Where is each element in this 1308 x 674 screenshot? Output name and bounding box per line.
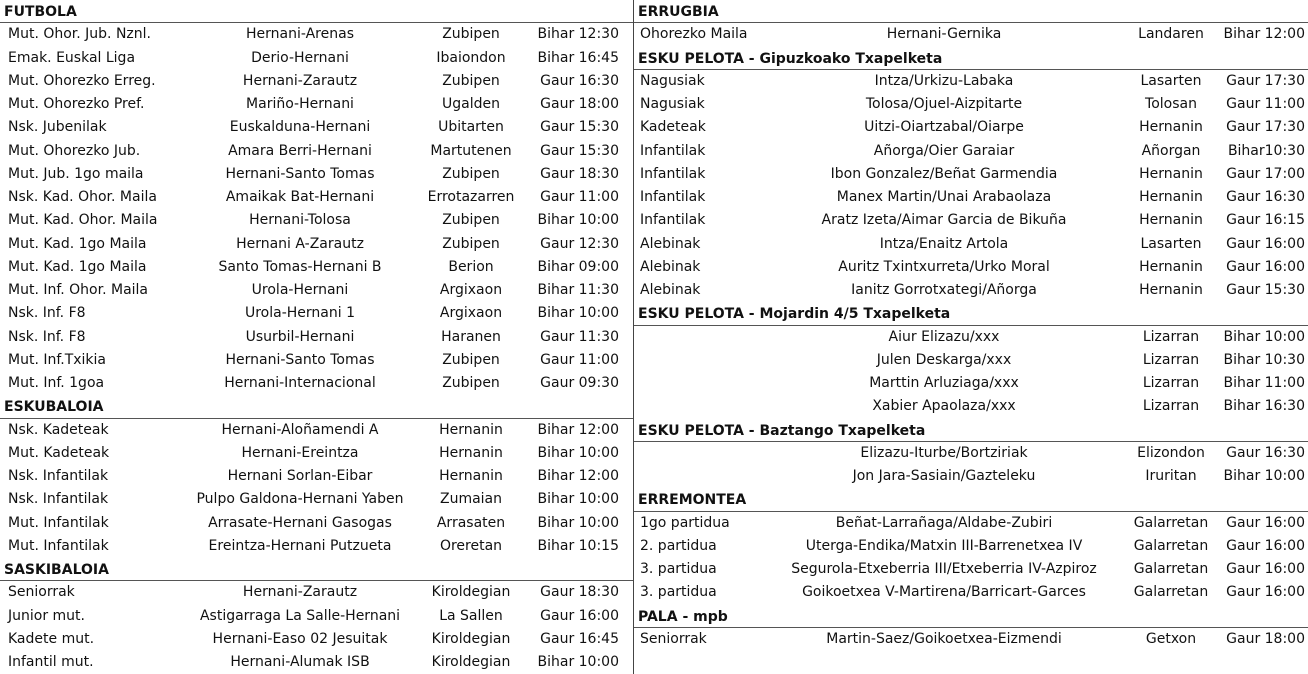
table-row <box>634 558 1308 581</box>
table-row <box>634 186 1308 209</box>
category-cell: Nsk. Infantilak <box>8 468 109 484</box>
table-row <box>634 209 1308 232</box>
time-cell: Bihar 10:00 <box>537 212 619 229</box>
venue-cell: Ubitarten <box>438 119 504 136</box>
category-cell: Mut. Kad. Ohor. Maila <box>8 212 158 229</box>
venue-cell: Zubipen <box>442 165 500 182</box>
category-cell: Ohorezko Maila <box>640 26 748 43</box>
time-cell: Bihar10:30 <box>1227 142 1305 159</box>
category-cell: Mut. Inf. Ohor. Maila <box>8 282 148 298</box>
venue-cell: Ibaiondon <box>436 49 506 66</box>
section-title: ESKU PELOTA - Gipuzkoako Txapelketa <box>634 47 1308 70</box>
time-cell: Bihar 16:45 <box>537 49 619 66</box>
match-cell: Ianitz Gorrotxategi/Añorga <box>851 282 1037 298</box>
table-row <box>634 628 1308 651</box>
section-eskubaloia <box>0 395 633 558</box>
match-cell: Hernani-Alumak ISB <box>230 654 370 670</box>
time-cell: Gaur 16:00 <box>1226 584 1305 601</box>
match-cell: Jon Jara-Sasiain/Gazteleku <box>852 468 1036 484</box>
time-cell: Gaur 15:30 <box>540 119 619 136</box>
table-row <box>634 233 1308 256</box>
time-cell: Gaur 16:15 <box>1226 212 1305 229</box>
table-row <box>634 256 1308 279</box>
section-esku-pelota-baztango-txapelketa <box>634 419 1308 489</box>
venue-cell: Hernanin <box>1139 189 1203 205</box>
match-cell: Julen Deskarga/xxx <box>876 351 1012 368</box>
match-cell: Aratz Izeta/Aimar Garcia de Bikuña <box>821 212 1067 229</box>
venue-cell: Zubipen <box>442 72 500 89</box>
match-cell: Intza/Urkizu-Labaka <box>874 72 1014 89</box>
time-cell: Bihar 10:00 <box>537 305 619 322</box>
table-row <box>0 209 633 232</box>
time-cell: Gaur 15:30 <box>1226 282 1305 298</box>
match-cell: Manex Martin/Unai Arabaolaza <box>836 189 1052 205</box>
time-cell: Gaur 16:00 <box>540 607 619 624</box>
section-title: ESKUBALOIA <box>0 395 633 418</box>
match-cell: Hernani-Arenas <box>246 26 354 43</box>
time-cell: Gaur 15:30 <box>540 142 619 159</box>
time-cell: Gaur 16:30 <box>540 72 619 89</box>
venue-cell: Hernanin <box>1139 282 1203 298</box>
category-cell: Seniorrak <box>8 584 75 601</box>
match-cell: Pulpo Galdona-Hernani Yaben <box>196 491 404 508</box>
time-cell: Gaur 17:00 <box>1226 165 1305 182</box>
time-cell: Gaur 18:30 <box>540 584 619 601</box>
table-row <box>634 395 1308 418</box>
time-cell: Bihar 10:30 <box>1223 351 1305 368</box>
time-cell: Bihar 10:00 <box>537 444 619 461</box>
category-cell: Junior mut. <box>8 607 85 624</box>
match-cell: Amaikak Bat-Hernani <box>225 189 375 205</box>
time-cell: Bihar 12:00 <box>537 468 619 484</box>
venue-cell: Hernanin <box>439 421 503 438</box>
table-row <box>0 512 633 535</box>
venue-cell: Zubipen <box>442 375 500 391</box>
venue-cell: Argixaon <box>439 282 503 298</box>
time-cell: Bihar 11:30 <box>537 282 619 298</box>
table-row <box>0 279 633 302</box>
match-cell: Hernani-Gernika <box>886 26 1002 43</box>
category-cell: Alebinak <box>640 258 701 275</box>
table-row <box>634 581 1308 604</box>
section-title: ERREMONTEA <box>634 488 1308 511</box>
match-cell: Santo Tomas-Hernani B <box>218 258 382 275</box>
section-esku-pelota-gipuzkoako-txapelketa <box>634 47 1308 303</box>
match-cell: Hernani-Easo 02 Jesuitak <box>212 630 388 647</box>
table-row <box>0 349 633 372</box>
table-row <box>634 349 1308 372</box>
match-cell: Uterga-Endika/Matxin III-Barrenetxea IV <box>805 537 1083 554</box>
match-cell: Urola-Hernani <box>251 282 349 298</box>
match-cell: Hernani-Zarautz <box>242 584 358 601</box>
right-column <box>633 0 1308 674</box>
match-cell: Hernani-Internacional <box>224 375 376 391</box>
section-esku-pelota-mojardin-4-5-txapelketa <box>634 302 1308 418</box>
venue-cell: Berion <box>448 258 494 275</box>
match-cell: Hernani-Tolosa <box>249 212 351 229</box>
venue-cell: Galarretan <box>1133 561 1209 577</box>
time-cell: Gaur 16:00 <box>1226 537 1305 554</box>
time-cell: Gaur 17:30 <box>1226 72 1305 89</box>
match-cell: Hernani Sorlan-Eibar <box>227 468 373 484</box>
table-row <box>0 302 633 325</box>
match-cell: Segurola-Etxeberria III/Etxeberria IV-Azpiroz <box>791 561 1097 577</box>
match-cell: Hernani-Ereintza <box>241 444 359 461</box>
time-cell: Gaur 16:00 <box>1226 235 1305 252</box>
category-cell: Nsk. Kadeteak <box>8 421 109 438</box>
category-cell: Infantil mut. <box>8 654 94 670</box>
time-cell: Gaur 16:00 <box>1226 258 1305 275</box>
category-cell: Nsk. Jubenilak <box>8 119 107 136</box>
match-cell: Auritz Txintxurreta/Urko Moral <box>838 258 1050 275</box>
time-cell: Gaur 18:00 <box>1226 630 1305 647</box>
time-cell: Bihar 10:00 <box>537 514 619 531</box>
match-cell: Hernani-Santo Tomas <box>225 351 375 368</box>
category-cell: 3. partidua <box>640 561 717 577</box>
venue-cell: Galarretan <box>1133 514 1209 531</box>
match-cell: Usurbil-Hernani <box>245 328 355 345</box>
venue-cell: Hernanin <box>439 468 503 484</box>
venue-cell: Zubipen <box>442 26 500 43</box>
time-cell: Bihar 10:00 <box>1223 468 1305 484</box>
venue-cell: Añorgan <box>1141 142 1201 159</box>
table-row <box>634 512 1308 535</box>
time-cell: Bihar 09:00 <box>537 258 619 275</box>
venue-cell: Arrasaten <box>436 514 506 531</box>
left-column <box>0 0 633 674</box>
time-cell: Gaur 16:00 <box>1226 561 1305 577</box>
table-row <box>0 233 633 256</box>
time-cell: Gaur 16:30 <box>1226 444 1305 461</box>
category-cell: Infantilak <box>640 142 706 159</box>
time-cell: Bihar 10:15 <box>537 537 619 554</box>
time-cell: Gaur 12:30 <box>540 235 619 252</box>
section-saskibaloia <box>0 558 633 674</box>
match-cell: Hernani-Aloñamendi A <box>221 421 379 438</box>
venue-cell: Landaren <box>1138 26 1204 43</box>
match-cell: Hernani-Santo Tomas <box>225 165 375 182</box>
table-row <box>634 116 1308 139</box>
time-cell: Bihar 12:30 <box>537 26 619 43</box>
venue-cell: Hernanin <box>1139 119 1203 136</box>
table-row <box>0 651 633 674</box>
match-cell: Añorga/Oier Garaiar <box>873 142 1015 159</box>
venue-cell: Zubipen <box>442 351 500 368</box>
venue-cell: Elizondon <box>1137 444 1205 461</box>
section-title: FUTBOLA <box>0 0 633 23</box>
venue-cell: Iruritan <box>1145 468 1197 484</box>
table-row <box>0 186 633 209</box>
category-cell: Mut. Infantilak <box>8 537 109 554</box>
match-cell: Intza/Enaitz Artola <box>879 235 1009 252</box>
table-row <box>0 372 633 395</box>
table-row <box>0 163 633 186</box>
table-row <box>0 581 633 604</box>
category-cell: 2. partidua <box>640 537 717 554</box>
venue-cell: Hernanin <box>1139 258 1203 275</box>
table-row <box>0 628 633 651</box>
venue-cell: Kiroldegian <box>431 630 511 647</box>
category-cell: Seniorrak <box>640 630 707 647</box>
venue-cell: Lizarran <box>1142 375 1200 391</box>
table-row <box>634 163 1308 186</box>
time-cell: Bihar 10:00 <box>537 654 619 670</box>
match-cell: Euskalduna-Hernani <box>229 119 371 136</box>
time-cell: Bihar 12:00 <box>537 421 619 438</box>
category-cell: Kadeteak <box>640 119 706 136</box>
venue-cell: Oreretan <box>439 537 503 554</box>
table-row <box>0 442 633 465</box>
match-cell: Beñat-Larrañaga/Aldabe-Zubiri <box>835 514 1053 531</box>
category-cell: Nsk. Infantilak <box>8 491 109 508</box>
match-cell: Hernani A-Zarautz <box>236 235 364 252</box>
match-cell: Goikoetxea V-Martirena/Barricart-Garces <box>802 584 1086 601</box>
match-cell: Tolosa/Ojuel-Aizpitarte <box>865 96 1023 112</box>
time-cell: Gaur 11:30 <box>540 328 619 345</box>
category-cell: Mut. Ohorezko Pref. <box>8 96 145 112</box>
table-row <box>0 23 633 46</box>
match-cell: Elizazu-Iturbe/Bortziriak <box>860 444 1028 461</box>
table-row <box>634 535 1308 558</box>
category-cell: Mut. Ohorezko Jub. <box>8 142 141 159</box>
venue-cell: Hernanin <box>1139 165 1203 182</box>
venue-cell: Kiroldegian <box>431 584 511 601</box>
category-cell: Mut. Kad. 1go Maila <box>8 258 147 275</box>
time-cell: Gaur 18:30 <box>540 165 619 182</box>
category-cell: Emak. Euskal Liga <box>8 49 136 66</box>
category-cell: Alebinak <box>640 235 701 252</box>
category-cell: Infantilak <box>640 212 706 229</box>
time-cell: Gaur 11:00 <box>1226 96 1305 112</box>
category-cell: Mut. Ohorezko Erreg. <box>8 72 156 89</box>
section-futbola <box>0 0 633 395</box>
category-cell: Mut. Infantilak <box>8 514 109 531</box>
venue-cell: Tolosan <box>1145 96 1197 112</box>
match-cell: Urola-Hernani 1 <box>244 305 355 322</box>
venue-cell: Argixaon <box>439 305 503 322</box>
table-row <box>0 535 633 558</box>
time-cell: Gaur 16:30 <box>1226 189 1305 205</box>
match-cell: Derio-Hernani <box>251 49 349 66</box>
table-row <box>634 140 1308 163</box>
table-row <box>634 70 1308 93</box>
venue-cell: Ugalden <box>442 96 500 112</box>
venue-cell: Lasarten <box>1140 72 1202 89</box>
venue-cell: Haranen <box>441 328 501 345</box>
section-erremontea <box>634 488 1308 604</box>
table-row <box>0 326 633 349</box>
category-cell: Mut. Jub. 1go maila <box>8 165 144 182</box>
time-cell: Gaur 16:45 <box>540 630 619 647</box>
match-cell: Amara Berri-Hernani <box>228 142 372 159</box>
category-cell: Nsk. Kad. Ohor. Maila <box>8 189 157 205</box>
category-cell: Infantilak <box>640 189 706 205</box>
table-row <box>0 140 633 163</box>
section-title: ERRUGBIA <box>634 0 1308 23</box>
match-cell: Ibon Gonzalez/Beñat Garmendia <box>830 165 1058 182</box>
table-row <box>0 605 633 628</box>
time-cell: Gaur 16:00 <box>1226 514 1305 531</box>
venue-cell: Hernanin <box>439 444 503 461</box>
category-cell: Mut. Kadeteak <box>8 444 110 461</box>
table-row <box>0 93 633 116</box>
category-cell: 1go partidua <box>640 514 730 531</box>
match-cell: Marttin Arluziaga/xxx <box>869 375 1019 391</box>
category-cell: Infantilak <box>640 165 706 182</box>
table-row <box>0 465 633 488</box>
match-cell: Ereintza-Hernani Putzueta <box>208 537 392 554</box>
time-cell: Gaur 11:00 <box>540 189 619 205</box>
section-title: ESKU PELOTA - Baztango Txapelketa <box>634 419 1308 442</box>
category-cell: Nsk. Inf. F8 <box>8 305 86 322</box>
match-cell: Uitzi-Oiartzabal/Oiarpe <box>864 119 1024 136</box>
category-cell: Alebinak <box>640 282 701 298</box>
venue-cell: Lizarran <box>1142 398 1200 415</box>
section-title: ESKU PELOTA - Mojardin 4/5 Txapelketa <box>634 302 1308 325</box>
time-cell: Bihar 16:30 <box>1223 398 1305 415</box>
table-row <box>0 116 633 139</box>
time-cell: Bihar 10:00 <box>1223 328 1305 345</box>
table-row <box>634 372 1308 395</box>
time-cell: Gaur 18:00 <box>540 96 619 112</box>
match-cell: Hernani-Zarautz <box>242 72 358 89</box>
table-row <box>0 488 633 511</box>
venue-cell: Zubipen <box>442 235 500 252</box>
section-title: SASKIBALOIA <box>0 558 633 581</box>
match-cell: Martin-Saez/Goikoetxea-Eizmendi <box>826 630 1062 647</box>
table-row <box>634 23 1308 46</box>
table-row <box>634 326 1308 349</box>
table-row <box>0 47 633 70</box>
category-cell: Kadete mut. <box>8 630 95 647</box>
venue-cell: Lizarran <box>1142 351 1200 368</box>
match-cell: Mariño-Hernani <box>246 96 354 112</box>
category-cell: 3. partidua <box>640 584 717 601</box>
category-cell: Nagusiak <box>640 96 705 112</box>
table-row <box>634 465 1308 488</box>
venue-cell: Galarretan <box>1133 537 1209 554</box>
venue-cell: Lasarten <box>1140 235 1202 252</box>
venue-cell: Zubipen <box>442 212 500 229</box>
category-cell: Nsk. Inf. F8 <box>8 328 86 345</box>
match-cell: Xabier Apaolaza/xxx <box>872 398 1016 415</box>
section-title: PALA - mpb <box>634 605 1308 628</box>
table-row <box>0 419 633 442</box>
time-cell: Gaur 17:30 <box>1226 119 1305 136</box>
venue-cell: La Sallen <box>439 607 503 624</box>
venue-cell: Errotazarren <box>427 189 515 205</box>
match-cell: Arrasate-Hernani Gasogas <box>208 514 392 531</box>
venue-cell: Galarretan <box>1133 584 1209 601</box>
venue-cell: Getxon <box>1145 630 1197 647</box>
section-pala-mpb <box>634 605 1308 652</box>
time-cell: Bihar 10:00 <box>537 491 619 508</box>
table-row <box>634 93 1308 116</box>
match-cell: Astigarraga La Salle-Hernani <box>199 607 401 624</box>
category-cell: Mut. Inf.Txikia <box>8 351 107 368</box>
venue-cell: Kiroldegian <box>431 654 511 670</box>
category-cell: Mut. Kad. 1go Maila <box>8 235 147 252</box>
category-cell: Mut. Ohor. Jub. Nznl. <box>8 26 151 43</box>
table-row <box>634 279 1308 302</box>
table-row <box>0 70 633 93</box>
table-row <box>634 442 1308 465</box>
match-cell: Aiur Elizazu/xxx <box>888 328 1000 345</box>
venue-cell: Hernanin <box>1139 212 1203 229</box>
category-cell: Mut. Inf. 1goa <box>8 375 105 391</box>
time-cell: Bihar 11:00 <box>1223 375 1305 391</box>
venue-cell: Lizarran <box>1142 328 1200 345</box>
category-cell: Nagusiak <box>640 72 705 89</box>
time-cell: Bihar 12:00 <box>1223 26 1305 43</box>
time-cell: Gaur 09:30 <box>540 375 619 391</box>
venue-cell: Zumaian <box>439 491 503 508</box>
section-errugbia <box>634 0 1308 47</box>
time-cell: Gaur 11:00 <box>540 351 619 368</box>
venue-cell: Martutenen <box>430 142 512 159</box>
table-row <box>0 256 633 279</box>
